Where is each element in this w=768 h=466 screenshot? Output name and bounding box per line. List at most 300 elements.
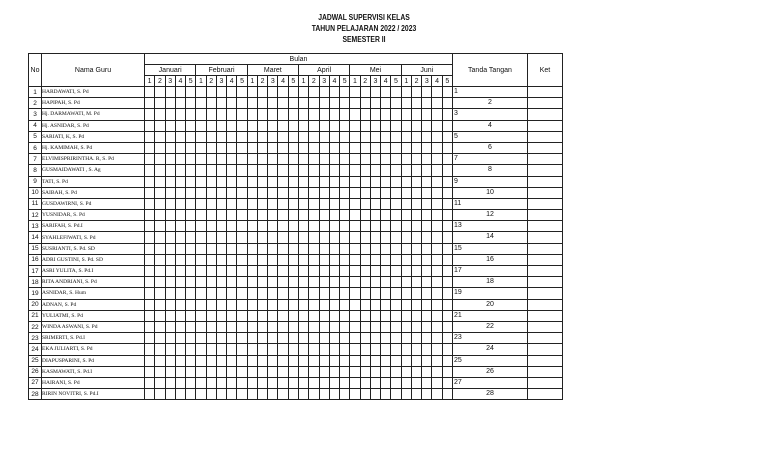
- schedule-cell: [442, 366, 452, 377]
- schedule-cell: [391, 377, 401, 388]
- schedule-cell: [329, 355, 339, 366]
- schedule-cell: [247, 254, 257, 265]
- schedule-cell: [216, 142, 226, 153]
- schedule-cell: [432, 142, 442, 153]
- schedule-cell: [298, 266, 308, 277]
- schedule-cell: [442, 389, 452, 400]
- schedule-cell: [340, 366, 350, 377]
- schedule-cell: [278, 198, 288, 209]
- schedule-cell: [401, 333, 411, 344]
- schedule-cell: [278, 310, 288, 321]
- month-header: Juni: [401, 65, 452, 76]
- schedule-cell: [278, 165, 288, 176]
- schedule-cell: [186, 333, 196, 344]
- teacher-name: Hj. ASNIDAR, S. Pd: [42, 120, 145, 131]
- schedule-cell: [288, 232, 298, 243]
- schedule-cell: [391, 131, 401, 142]
- schedule-cell: [227, 254, 237, 265]
- schedule-cell: [329, 131, 339, 142]
- schedule-cell: [288, 266, 298, 277]
- schedule-cell: [340, 165, 350, 176]
- schedule-cell: [381, 210, 391, 221]
- schedule-cell: [329, 98, 339, 109]
- schedule-cell: [442, 198, 452, 209]
- schedule-cell: [155, 154, 165, 165]
- row-number: 27: [29, 377, 42, 388]
- schedule-cell: [350, 165, 360, 176]
- teacher-row: [29, 288, 563, 299]
- week-number: 4: [227, 76, 237, 87]
- signature-cell: [452, 366, 527, 377]
- schedule-cell: [165, 377, 175, 388]
- schedule-cell: [237, 165, 247, 176]
- schedule-cell: [247, 109, 257, 120]
- schedule-cell: [206, 254, 216, 265]
- schedule-cell: [422, 165, 432, 176]
- schedule-cell: [278, 109, 288, 120]
- schedule-cell: [401, 344, 411, 355]
- schedule-cell: [298, 120, 308, 131]
- teacher-name: ASNIDAR, S. Hum: [42, 288, 145, 299]
- schedule-cell: [432, 321, 442, 332]
- schedule-cell: [350, 154, 360, 165]
- schedule-cell: [432, 254, 442, 265]
- schedule-cell: [432, 277, 442, 288]
- schedule-cell: [360, 366, 370, 377]
- row-number: 11: [29, 198, 42, 209]
- schedule-cell: [309, 321, 319, 332]
- schedule-cell: [391, 165, 401, 176]
- schedule-cell: [237, 187, 247, 198]
- schedule-cell: [432, 87, 442, 98]
- schedule-cell: [237, 221, 247, 232]
- schedule-cell: [278, 176, 288, 187]
- week-number: 1: [298, 76, 308, 87]
- schedule-cell: [145, 389, 155, 400]
- schedule-cell: [227, 243, 237, 254]
- schedule-cell: [175, 243, 185, 254]
- signature-number: 7: [453, 155, 458, 163]
- schedule-cell: [401, 120, 411, 131]
- teacher-name: YULIATMI, S. Pd: [42, 310, 145, 321]
- schedule-cell: [227, 176, 237, 187]
- schedule-cell: [401, 355, 411, 366]
- schedule-cell: [432, 344, 442, 355]
- schedule-cell: [216, 176, 226, 187]
- schedule-cell: [196, 131, 206, 142]
- schedule-cell: [370, 277, 380, 288]
- schedule-cell: [145, 98, 155, 109]
- schedule-cell: [186, 344, 196, 355]
- schedule-cell: [186, 142, 196, 153]
- schedule-cell: [329, 389, 339, 400]
- schedule-cell: [145, 310, 155, 321]
- schedule-cell: [360, 321, 370, 332]
- schedule-cell: [319, 243, 329, 254]
- schedule-cell: [360, 176, 370, 187]
- schedule-cell: [319, 210, 329, 221]
- schedule-cell: [422, 288, 432, 299]
- schedule-cell: [247, 198, 257, 209]
- schedule-cell: [247, 221, 257, 232]
- schedule-cell: [155, 165, 165, 176]
- schedule-cell: [227, 109, 237, 120]
- schedule-cell: [319, 254, 329, 265]
- schedule-cell: [411, 87, 421, 98]
- schedule-cell: [216, 109, 226, 120]
- schedule-cell: [196, 366, 206, 377]
- schedule-cell: [432, 266, 442, 277]
- schedule-cell: [329, 176, 339, 187]
- schedule-cell: [422, 333, 432, 344]
- schedule-cell: [216, 87, 226, 98]
- signature-number: 4: [488, 121, 492, 129]
- schedule-cell: [196, 165, 206, 176]
- teacher-row: [29, 176, 563, 187]
- teacher-row: [29, 165, 563, 176]
- schedule-cell: [216, 154, 226, 165]
- teacher-name: DIAPUSPARINI, S. Pd: [42, 355, 145, 366]
- row-number: 22: [29, 321, 42, 332]
- schedule-cell: [278, 366, 288, 377]
- schedule-cell: [422, 366, 432, 377]
- schedule-cell: [298, 310, 308, 321]
- schedule-cell: [155, 142, 165, 153]
- schedule-cell: [175, 277, 185, 288]
- schedule-cell: [360, 389, 370, 400]
- schedule-cell: [340, 333, 350, 344]
- teacher-row: [29, 344, 563, 355]
- schedule-cell: [411, 232, 421, 243]
- schedule-cell: [340, 131, 350, 142]
- schedule-cell: [411, 120, 421, 131]
- schedule-cell: [268, 210, 278, 221]
- schedule-cell: [155, 277, 165, 288]
- week-number: 4: [381, 76, 391, 87]
- schedule-cell: [196, 98, 206, 109]
- schedule-cell: [442, 210, 452, 221]
- schedule-cell: [196, 109, 206, 120]
- schedule-cell: [391, 198, 401, 209]
- schedule-cell: [442, 165, 452, 176]
- schedule-cell: [350, 210, 360, 221]
- row-number: 12: [29, 210, 42, 221]
- ket-cell: [527, 243, 562, 254]
- schedule-cell: [432, 333, 442, 344]
- schedule-cell: [247, 288, 257, 299]
- schedule-cell: [237, 87, 247, 98]
- teacher-row: [29, 120, 563, 131]
- week-number: 3: [319, 76, 329, 87]
- week-number: 2: [257, 76, 267, 87]
- schedule-cell: [237, 142, 247, 153]
- schedule-cell: [196, 232, 206, 243]
- week-number: 3: [268, 76, 278, 87]
- week-number: 4: [432, 76, 442, 87]
- signature-number: 27: [453, 378, 462, 386]
- schedule-cell: [186, 288, 196, 299]
- schedule-cell: [319, 344, 329, 355]
- schedule-cell: [216, 254, 226, 265]
- schedule-cell: [155, 333, 165, 344]
- signature-cell: [452, 109, 527, 120]
- schedule-cell: [288, 355, 298, 366]
- schedule-cell: [442, 221, 452, 232]
- schedule-cell: [175, 131, 185, 142]
- ket-cell: [527, 198, 562, 209]
- teacher-row: [29, 321, 563, 332]
- schedule-cell: [216, 266, 226, 277]
- teacher-name: Hj. KAMIMAH, S. Pd: [42, 142, 145, 153]
- week-number: 2: [206, 76, 216, 87]
- schedule-cell: [319, 355, 329, 366]
- schedule-cell: [145, 377, 155, 388]
- schedule-cell: [391, 154, 401, 165]
- schedule-cell: [247, 355, 257, 366]
- schedule-cell: [288, 221, 298, 232]
- ket-cell: [527, 210, 562, 221]
- schedule-cell: [257, 254, 267, 265]
- ket-cell: [527, 176, 562, 187]
- schedule-cell: [360, 120, 370, 131]
- schedule-cell: [340, 109, 350, 120]
- schedule-cell: [350, 120, 360, 131]
- schedule-cell: [288, 109, 298, 120]
- schedule-cell: [401, 254, 411, 265]
- schedule-cell: [319, 266, 329, 277]
- schedule-cell: [216, 131, 226, 142]
- schedule-cell: [268, 232, 278, 243]
- schedule-cell: [381, 389, 391, 400]
- schedule-cell: [216, 333, 226, 344]
- teacher-name: WINDA ASWANI, S. Pd: [42, 321, 145, 332]
- schedule-cell: [401, 198, 411, 209]
- schedule-cell: [370, 198, 380, 209]
- schedule-cell: [175, 254, 185, 265]
- row-number: 18: [29, 277, 42, 288]
- schedule-cell: [257, 187, 267, 198]
- schedule-cell: [411, 109, 421, 120]
- teacher-name: GUSMAIDAWATI , S. Ag: [42, 165, 145, 176]
- schedule-cell: [298, 232, 308, 243]
- schedule-cell: [268, 321, 278, 332]
- ket-cell: [527, 232, 562, 243]
- schedule-cell: [237, 232, 247, 243]
- schedule-cell: [319, 277, 329, 288]
- schedule-cell: [401, 310, 411, 321]
- schedule-cell: [411, 288, 421, 299]
- schedule-cell: [196, 210, 206, 221]
- schedule-cell: [247, 266, 257, 277]
- teacher-row: [29, 299, 563, 310]
- signature-number: 14: [486, 233, 494, 241]
- signature-number: 2: [488, 99, 492, 107]
- signature-number: 18: [486, 278, 494, 286]
- signature-cell: [452, 321, 527, 332]
- schedule-cell: [216, 277, 226, 288]
- schedule-cell: [391, 277, 401, 288]
- teacher-row: [29, 266, 563, 277]
- schedule-cell: [391, 142, 401, 153]
- schedule-cell: [216, 198, 226, 209]
- schedule-cell: [298, 131, 308, 142]
- schedule-cell: [268, 277, 278, 288]
- schedule-cell: [237, 243, 247, 254]
- schedule-cell: [247, 310, 257, 321]
- schedule-cell: [206, 344, 216, 355]
- schedule-cell: [442, 120, 452, 131]
- schedule-cell: [206, 165, 216, 176]
- schedule-cell: [411, 210, 421, 221]
- schedule-cell: [370, 321, 380, 332]
- schedule-cell: [145, 288, 155, 299]
- week-number: 5: [186, 76, 196, 87]
- schedule-cell: [411, 389, 421, 400]
- title-line-2: TAHUN PELAJARAN 2022 / 2023: [311, 24, 417, 33]
- row-number: 6: [29, 142, 42, 153]
- schedule-cell: [288, 142, 298, 153]
- schedule-cell: [340, 321, 350, 332]
- schedule-cell: [268, 344, 278, 355]
- schedule-cell: [145, 198, 155, 209]
- schedule-cell: [237, 131, 247, 142]
- schedule-cell: [155, 176, 165, 187]
- schedule-cell: [237, 120, 247, 131]
- schedule-cell: [350, 321, 360, 332]
- schedule-cell: [278, 120, 288, 131]
- row-number: 15: [29, 243, 42, 254]
- schedule-cell: [422, 98, 432, 109]
- schedule-cell: [319, 154, 329, 165]
- schedule-cell: [370, 333, 380, 344]
- week-number: 1: [145, 76, 155, 87]
- schedule-cell: [319, 321, 329, 332]
- ket-cell: [527, 109, 562, 120]
- schedule-cell: [268, 299, 278, 310]
- schedule-cell: [442, 243, 452, 254]
- schedule-cell: [329, 299, 339, 310]
- schedule-cell: [165, 154, 175, 165]
- schedule-cell: [298, 288, 308, 299]
- schedule-cell: [165, 277, 175, 288]
- signature-cell: [452, 344, 527, 355]
- schedule-cell: [155, 232, 165, 243]
- schedule-cell: [381, 288, 391, 299]
- schedule-cell: [175, 198, 185, 209]
- row-number: 9: [29, 176, 42, 187]
- schedule-cell: [442, 321, 452, 332]
- schedule-cell: [298, 321, 308, 332]
- schedule-cell: [381, 355, 391, 366]
- teacher-row: [29, 109, 563, 120]
- schedule-cell: [329, 254, 339, 265]
- schedule-cell: [350, 176, 360, 187]
- schedule-cell: [329, 87, 339, 98]
- schedule-cell: [278, 210, 288, 221]
- schedule-cell: [381, 165, 391, 176]
- schedule-cell: [319, 87, 329, 98]
- schedule-cell: [268, 266, 278, 277]
- schedule-cell: [370, 254, 380, 265]
- row-number: 23: [29, 333, 42, 344]
- schedule-cell: [391, 176, 401, 187]
- signature-number: 11: [453, 199, 462, 207]
- teacher-name: HARDAWATI, S. Pd: [42, 87, 145, 98]
- schedule-cell: [186, 187, 196, 198]
- schedule-cell: [381, 232, 391, 243]
- signature-cell: [452, 389, 527, 400]
- schedule-cell: [196, 333, 206, 344]
- schedule-cell: [257, 142, 267, 153]
- schedule-cell: [319, 389, 329, 400]
- schedule-cell: [422, 299, 432, 310]
- schedule-cell: [381, 198, 391, 209]
- schedule-cell: [288, 254, 298, 265]
- schedule-cell: [247, 377, 257, 388]
- schedule-cell: [298, 187, 308, 198]
- row-number: 13: [29, 221, 42, 232]
- schedule-cell: [257, 389, 267, 400]
- schedule-cell: [247, 277, 257, 288]
- schedule-cell: [288, 98, 298, 109]
- schedule-cell: [237, 109, 247, 120]
- teacher-row: [29, 87, 563, 98]
- schedule-cell: [257, 210, 267, 221]
- schedule-cell: [227, 355, 237, 366]
- schedule-cell: [309, 154, 319, 165]
- schedule-cell: [381, 176, 391, 187]
- schedule-cell: [206, 366, 216, 377]
- week-number: 3: [422, 76, 432, 87]
- teacher-name: YUSNIDAR, S. Pd: [42, 210, 145, 221]
- row-number: 17: [29, 266, 42, 277]
- schedule-cell: [422, 176, 432, 187]
- schedule-cell: [298, 243, 308, 254]
- teacher-name: TATI, S. Pd: [42, 176, 145, 187]
- schedule-cell: [155, 243, 165, 254]
- signature-cell: [452, 120, 527, 131]
- teacher-name: SUSRIANTI, S. Pd. SD: [42, 243, 145, 254]
- schedule-cell: [145, 87, 155, 98]
- schedule-cell: [329, 221, 339, 232]
- schedule-cell: [340, 288, 350, 299]
- schedule-cell: [165, 87, 175, 98]
- signature-cell: [452, 198, 527, 209]
- schedule-cell: [278, 333, 288, 344]
- schedule-cell: [155, 321, 165, 332]
- schedule-cell: [319, 333, 329, 344]
- schedule-cell: [175, 120, 185, 131]
- schedule-cell: [381, 109, 391, 120]
- teacher-row: [29, 277, 563, 288]
- schedule-cell: [340, 98, 350, 109]
- teacher-name: HAIRANI, S. Pd: [42, 377, 145, 388]
- schedule-cell: [442, 310, 452, 321]
- schedule-cell: [401, 165, 411, 176]
- schedule-cell: [216, 377, 226, 388]
- schedule-cell: [329, 154, 339, 165]
- schedule-cell: [298, 221, 308, 232]
- schedule-cell: [155, 366, 165, 377]
- schedule-cell: [422, 198, 432, 209]
- schedule-cell: [175, 232, 185, 243]
- schedule-cell: [319, 288, 329, 299]
- schedule-cell: [155, 98, 165, 109]
- schedule-cell: [247, 87, 257, 98]
- schedule-cell: [216, 288, 226, 299]
- schedule-cell: [237, 176, 247, 187]
- schedule-cell: [196, 120, 206, 131]
